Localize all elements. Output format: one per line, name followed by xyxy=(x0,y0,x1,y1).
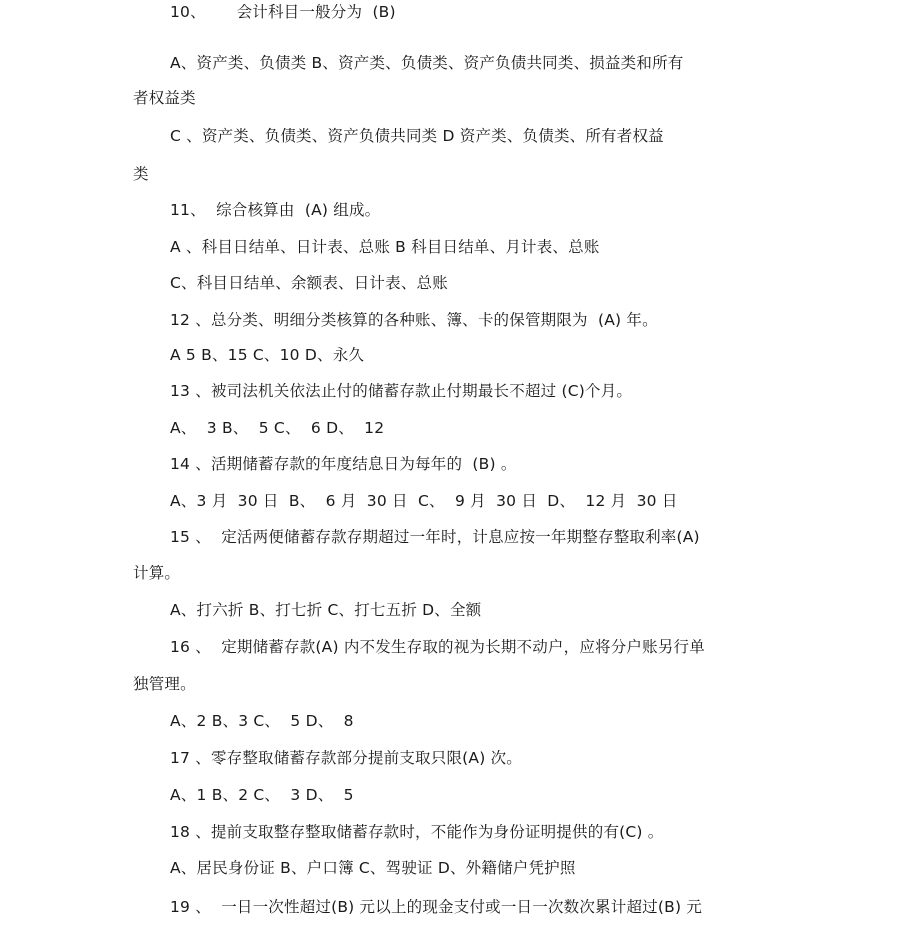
question-11: 11、 综合核算由 (A) 组成。 xyxy=(170,201,381,219)
question-15-options: A、打六折 B、打七折 C、打七五折 D、全额 xyxy=(170,601,482,619)
question-15-cont: 计算。 xyxy=(133,564,181,582)
question-16-options: A、2 B、3 C、 5 D、 8 xyxy=(170,712,354,730)
question-16: 16 、 定期储蓄存款(A) 内不发生存取的视为长期不动户，应将分户账另行单 xyxy=(170,638,705,656)
question-10-options-cont: 者权益类 xyxy=(133,89,196,107)
question-18-options: A、居民身份证 B、户口簿 C、驾驶证 D、外籍储户凭护照 xyxy=(170,859,576,877)
question-11-options-2: C、科目日结单、余额表、日计表、总账 xyxy=(170,274,448,292)
question-10-options: A、资产类、负债类 B、资产类、负债类、资产负债共同类、损益类和所有 xyxy=(170,54,684,72)
question-14-options: A、3 月 30 日 B、 6 月 30 日 C、 9 月 30 日 D、 12 月 30 日 xyxy=(170,492,678,510)
question-13-options: A、 3 B、 5 C、 6 D、 12 xyxy=(170,419,385,437)
question-10-options-2-cont: 类 xyxy=(133,165,149,183)
question-10: 10、 会计科目一般分为 (B) xyxy=(170,3,396,21)
question-17: 17 、零存整取储蓄存款部分提前支取只限(A) 次。 xyxy=(170,749,522,767)
question-10-options-2: C 、资产类、负债类、资产负债共同类 D 资产类、负债类、所有者权益 xyxy=(170,127,664,145)
question-13: 13 、被司法机关依法止付的储蓄存款止付期最长不超过 (C)个月。 xyxy=(170,382,633,400)
question-12: 12 、总分类、明细分类核算的各种账、簿、卡的保管期限为 (A) 年。 xyxy=(170,311,658,329)
question-11-options: A 、科目日结单、日计表、总账 B 科目日结单、月计表、总账 xyxy=(170,238,600,256)
question-12-options: A 5 B、15 C、10 D、永久 xyxy=(170,346,365,364)
question-18: 18 、提前支取整存整取储蓄存款时，不能作为身份证明提供的有(C) 。 xyxy=(170,823,664,841)
question-19: 19 、 一日一次性超过(B) 元以上的现金支付或一日一次数次累计超过(B) 元 xyxy=(170,898,703,916)
question-17-options: A、1 B、2 C、 3 D、 5 xyxy=(170,786,354,804)
question-14: 14 、活期储蓄存款的年度结息日为每年的 (B) 。 xyxy=(170,455,517,473)
question-15: 15 、 定活两便储蓄存款存期超过一年时，计息应按一年期整存整取利率(A) xyxy=(170,528,700,546)
question-16-cont: 独管理。 xyxy=(133,675,196,693)
